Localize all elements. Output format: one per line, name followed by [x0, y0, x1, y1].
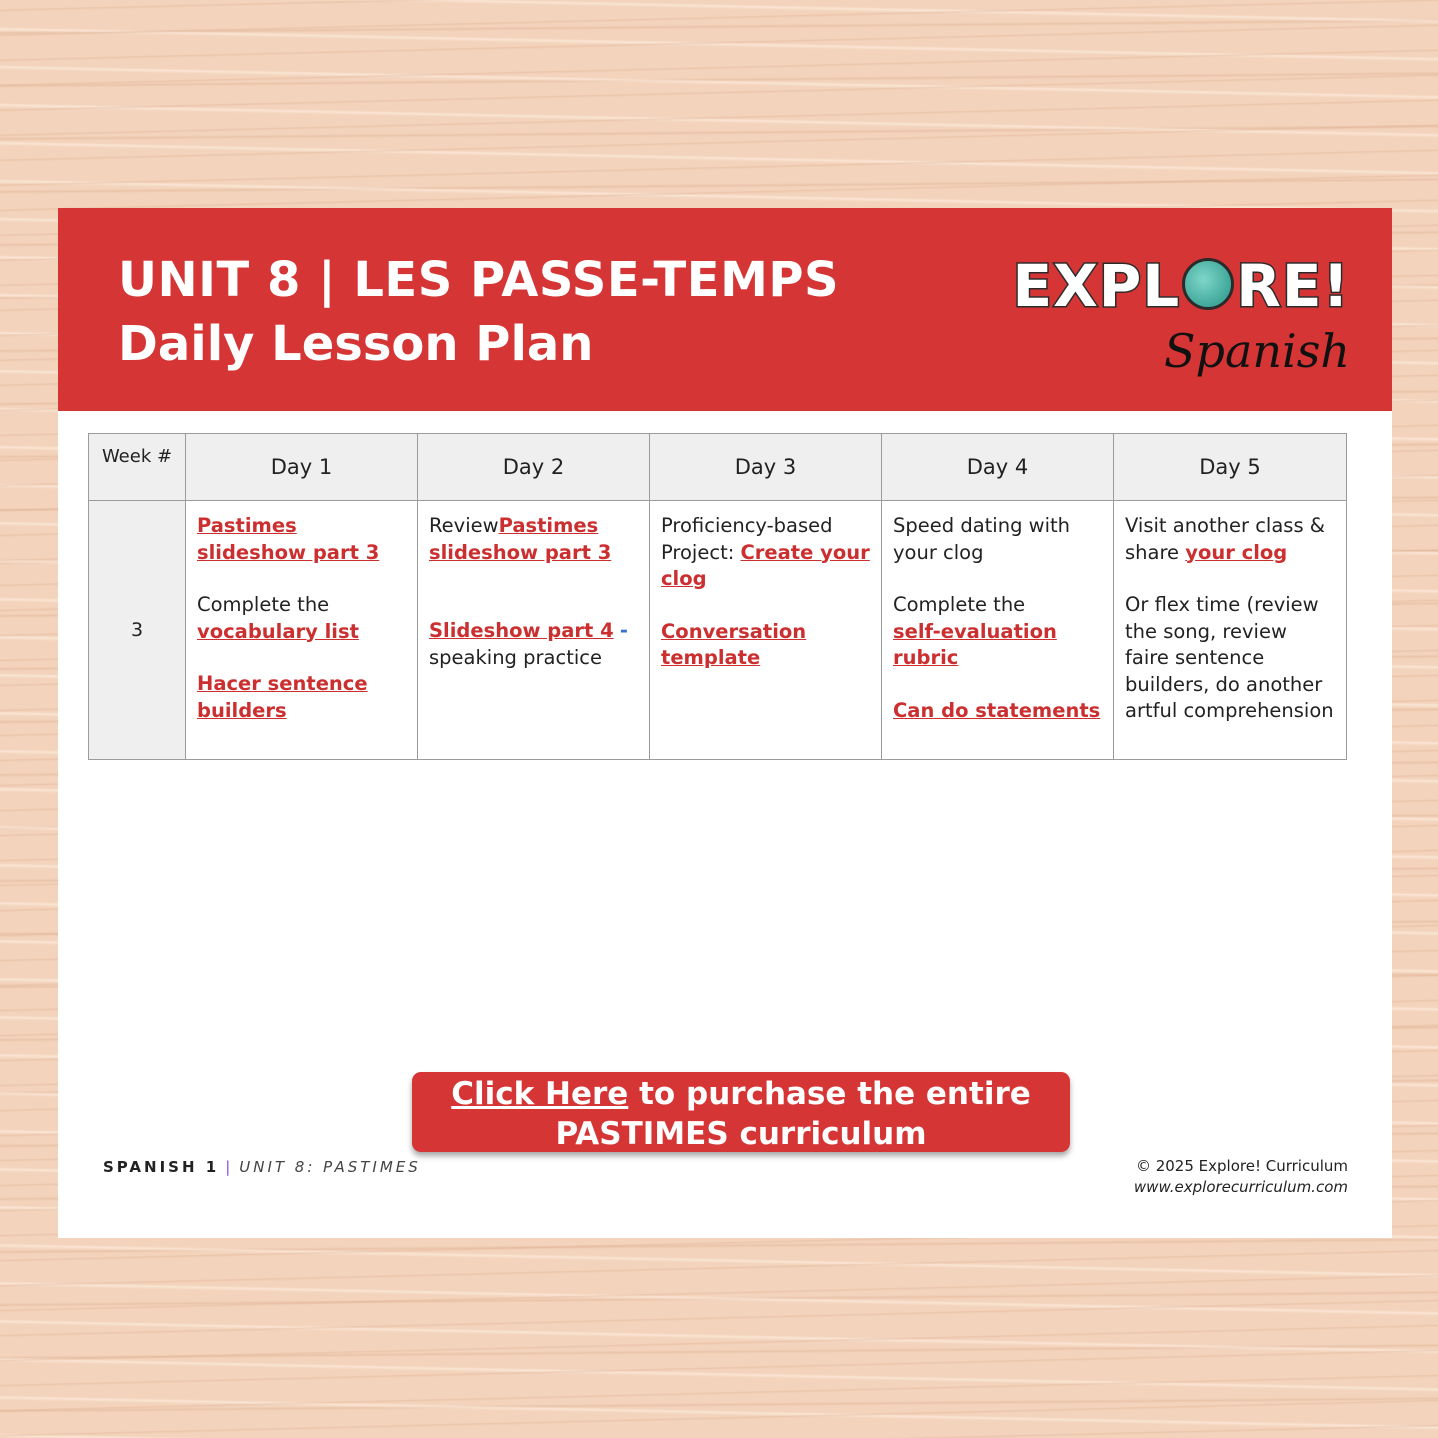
flex-time-text: Or flex time (review the song, review faire sentence builders, do another artful comprehension: [1125, 593, 1334, 722]
vocabulary-list-link[interactable]: vocabulary list: [197, 619, 359, 643]
your-clog-link[interactable]: your clog: [1185, 540, 1288, 564]
table-row: [89, 501, 1347, 760]
day-3-cell: [650, 501, 882, 760]
footer-separator: |: [225, 1158, 234, 1176]
header-day-4: Day 4: [882, 434, 1114, 501]
hacer-sentence-builders-link[interactable]: Hacer sentence builders: [197, 672, 368, 722]
pastimes-slideshow-review-link[interactable]: Pastimes slideshow part 3: [429, 514, 612, 564]
lesson-plan-sheet: [58, 208, 1392, 1238]
header-day-3: Day 3: [650, 434, 882, 501]
header-day-2: Day 2: [418, 434, 650, 501]
purchase-curriculum-button[interactable]: [412, 1072, 1070, 1152]
globe-icon: [1182, 258, 1234, 310]
copyright-text: © 2025 Explore! Curriculum: [1135, 1157, 1348, 1175]
week-number: 3: [89, 501, 186, 760]
slideshow-part-4-link[interactable]: Slideshow part 4: [429, 619, 614, 642]
speed-dating-text: Speed dating with your clog: [893, 514, 1071, 564]
self-evaluation-rubric-link[interactable]: self-evaluation rubric: [893, 619, 1057, 669]
project-text: Proficiency-based Project:: [661, 514, 833, 564]
day-2-cell: [418, 501, 650, 760]
page-subtitle: Daily Lesson Plan: [118, 316, 594, 372]
logo-wordmark: [1012, 252, 1350, 320]
review-text: Review: [429, 514, 499, 537]
logo-word-right: RE!: [1236, 252, 1350, 320]
visit-class-text: Visit another class & share: [1125, 514, 1326, 564]
table-header-row: [89, 434, 1347, 501]
cta-text-line2: PASTIMES curriculum: [555, 1116, 927, 1152]
logo-word-left: EXPL: [1012, 252, 1181, 320]
header-banner: [58, 208, 1392, 411]
dash-separator: -: [619, 619, 628, 642]
course-name: SPANISH 1: [103, 1158, 220, 1176]
create-your-clog-link[interactable]: Create your clog: [661, 540, 870, 590]
complete-text: Complete the: [893, 593, 1026, 616]
explore-spanish-logo: [1010, 252, 1350, 387]
cta-text-line1: to purchase the entire: [639, 1076, 1031, 1112]
can-do-statements-link[interactable]: Can do statements: [893, 698, 1101, 722]
unit-title: UNIT 8 | LES PASSE-TEMPS: [118, 252, 840, 308]
header-week: Week #: [89, 434, 186, 501]
lesson-plan-table: [88, 433, 1347, 760]
click-here-link[interactable]: Click Here: [451, 1076, 629, 1112]
footer-copyright: [1134, 1156, 1348, 1198]
header-day-1: Day 1: [186, 434, 418, 501]
complete-text: Complete the: [197, 593, 330, 616]
logo-script: Spanish: [1164, 324, 1350, 378]
header-day-5: Day 5: [1114, 434, 1347, 501]
footer-course-label: [103, 1158, 421, 1176]
day-4-cell: [882, 501, 1114, 760]
day-5-cell: [1114, 501, 1347, 760]
day-1-cell: [186, 501, 418, 760]
website-link[interactable]: www.explorecurriculum.com: [1133, 1178, 1348, 1196]
unit-name: UNIT 8: PASTIMES: [239, 1158, 421, 1176]
pastimes-slideshow-link[interactable]: Pastimes slideshow part 3: [197, 514, 380, 564]
conversation-template-link[interactable]: Conversation template: [661, 619, 807, 669]
speaking-practice-text: speaking practice: [429, 645, 602, 669]
